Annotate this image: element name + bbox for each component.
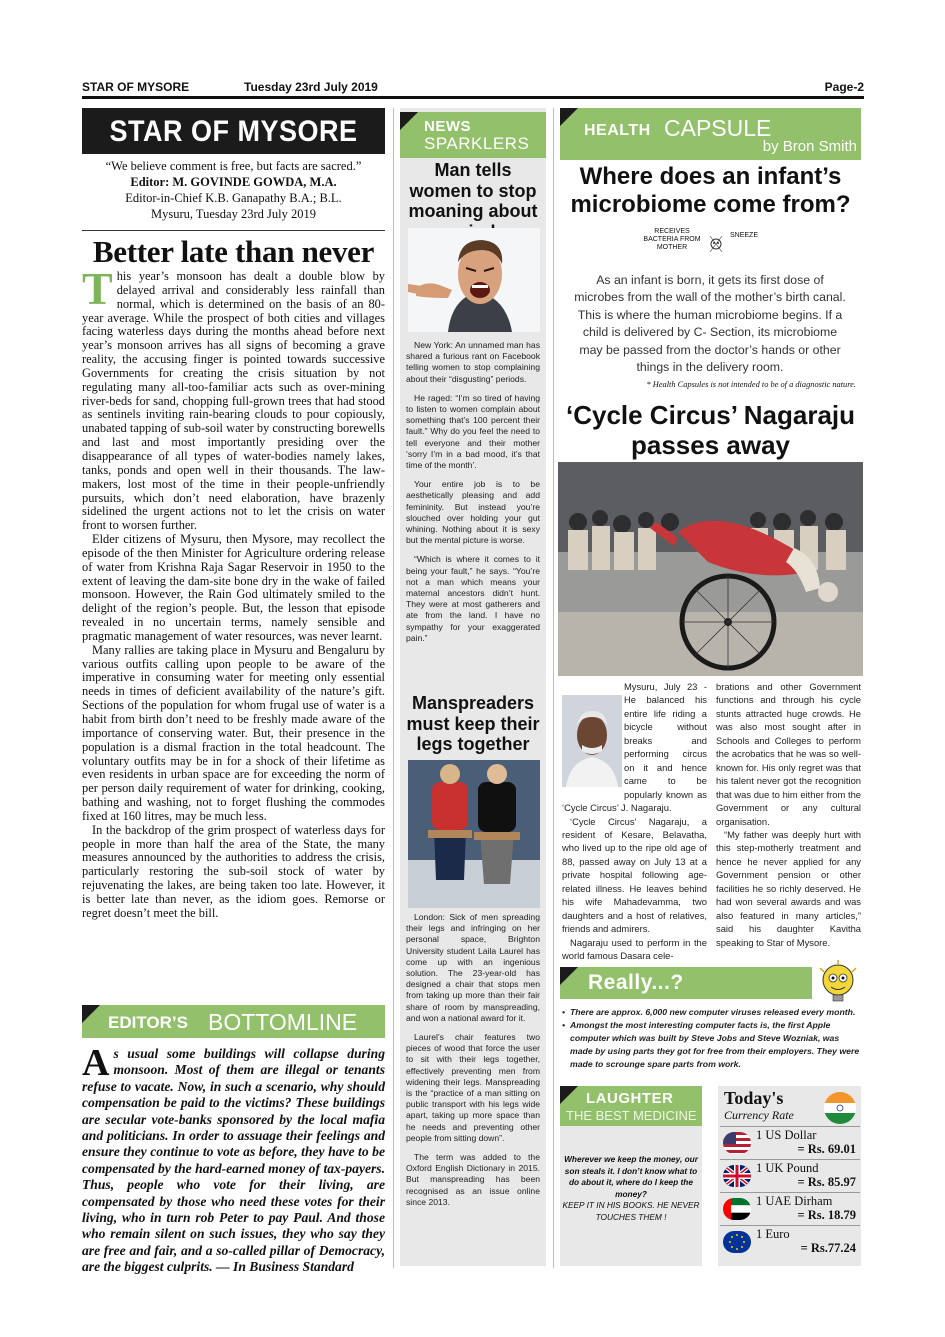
capsule-headline: Where does an infant’s microbiome come from?	[570, 163, 851, 218]
sparkler-headline-1: Man tells women to stop moaning about	[408, 160, 538, 221]
joke-answer: KEEP IT IN HIS BOOKS. HE NEVER TOUCHES THEM !	[562, 1200, 700, 1222]
manspreading-chair-photo	[408, 760, 540, 908]
circus-column-2	[716, 680, 861, 949]
capsule-label-bold: HEALTH	[584, 122, 651, 139]
circus-paragraph: “My father was deeply hurt with this step-motherly treatment and hence he never applied for any Government pension or other facilities he so richly deserved. He had won several awards and was also featured in many articles,” said his daughter Kavitha speaking to Star of Mysore.	[716, 828, 861, 948]
rate-subtitle: Currency Rate	[724, 1108, 794, 1122]
masthead-editor-in-chief: Editor-in-Chief K.B. Ganapathy B.A.; B.L.	[125, 191, 342, 205]
paper-name: STAR OF MYSORE	[82, 80, 190, 94]
editorial-paragraph: In the backdrop of the grim prospect of waterless days for people in more than half the area of the State, the many measures announced by the authorities to address the crisis, particularly restoring the sub-soil stock of water by rejuvenating the lakes, are being taken too late. However, it is better late than never, as the idiom goes. Remorse or regret doesn’t meet the bill.	[82, 822, 385, 920]
bottomline-label-light: BOTTOMLINE	[208, 1009, 358, 1035]
circus-paragraph: Mysuru, July 23 - He balanced his entire life riding a bicycle without breaks and performing circus on it and hence came to be popularly known as ‘Cycle Circus’ J. Nagaraju.	[562, 681, 707, 814]
cartoon-caption-right: SNEEZE	[730, 232, 759, 239]
cycle-circus-photo	[558, 462, 863, 676]
bulb-mascot-icon	[814, 960, 862, 1004]
masthead-editor: Editor: M. GOVINDE GOWDA, M.A.	[130, 175, 337, 189]
sparklers-label-bold: NEWS	[424, 118, 471, 135]
sparkler-paragraph: Laurel’s chair features two pieces of wood that force the user to sit with their legs together, effectively preventing men from widening their legs. Manspreading is the “practice of a man sitting on public transport with his legs wide apart, taking up more space than he needs and preventing other people from sitting down”.	[406, 1032, 540, 1143]
sparkler-paragraph: He raged: “I’m so tired of having to listen to women complain about something that’s 100 percent their fault.” Why do you feel the need to tell everyone and their mother ‘sorry I’m in a bad mood, it’s that time of the month’.	[406, 392, 540, 471]
capsule-byline: by Bron Smith	[762, 138, 857, 155]
editorial-headline: Better late than never	[92, 234, 375, 269]
angry-man-photo	[408, 228, 540, 332]
sparklers-label-light: SPARKLERS	[424, 134, 530, 153]
rate-title: Today's	[724, 1088, 784, 1108]
currency-name: 1 UK Pound	[756, 1161, 819, 1175]
corner-triangle	[560, 1086, 578, 1104]
currency-value: = Rs. 18.79	[797, 1208, 856, 1222]
sparkler-body-2	[406, 912, 540, 1216]
column-divider	[553, 108, 554, 1268]
sparkler-paragraph: The term was added to the Oxford English Dictionary in 2015. But manspreading has been recognised as an issue online since 2013.	[406, 1152, 540, 1207]
bottomline-body: As usual some buildings will collapse during monsoon. Most of them are illegal or tenants refuse to vacate. Now, in such a scenario, why should compensation be paid to the victims? These buildings are secular vote-banks sponsored by the local mafia and politicians. In order to assuage their feelings and ensure they continue to vote as before, they have to be compensated by the hard-earned money of tax-payers. Thus, people who vote for their living, are compensated by those who need these votes for their living, who in turn rob Peter to pay Paul. And those who remain silent on such issues, they who say they are free and fair, and a so-called pillar of Democracy, are the biggest culprits. — In Business Standard	[82, 1042, 385, 1275]
rate-row-usd	[720, 1126, 860, 1158]
editorial-paragraph: Many rallies are taking place in Mysuru and Bengaluru by various outfits calling upon people to be aware of the imperative in consuming water for meeting only essential needs in times of deficient availability of the nature’s gift. Sections of the population for whom frugal use of water is a habit from birth don’t need to be freshly made aware of the importance of conserving water. But, their presence in the population is a dismal fraction in the total headcount. The voluntary outfits may be in for a shock of their lifetime as even residents in urban space are for exceeding the norm of per person daily requirement of water for drinking, cooking, bathing and washing, not to forget flushing the commodes fixed at 160 litres, may be much less.	[82, 642, 385, 823]
masthead-info	[82, 158, 385, 222]
currency-value: = Rs. 85.97	[797, 1175, 856, 1189]
currency-name: 1 UAE Dirham	[756, 1194, 833, 1208]
editorial-dropcap: T	[82, 270, 113, 314]
corner-triangle	[560, 967, 578, 985]
bottomline-label-bold: EDITOR’S	[108, 1013, 188, 1032]
eu-flag-icon	[723, 1231, 751, 1253]
sparkler-paragraph: London: Sick of men spreading their legs and infringing on her personal space, Brighton University student Laila Laurel has come up with an ingenious solution. The 23-year-old has designed a chair that stops men from taking up more than their fair share of room by manspreading, and won a national award for it.	[406, 912, 540, 1023]
laughter-label-bold: LAUGHTER	[586, 1090, 674, 1107]
fact-item: • Amongst the most interesting computer facts is, the first Apple computer which was built by Steve Jobs and Steve Wozniak, was made by using parts they got for free from their employers. They were made to scrounge spare parts from work.	[562, 1019, 862, 1071]
corner-triangle	[82, 1005, 100, 1023]
editorial-paragraph: Elder citizens of Mysuru, then Mysore, may recollect the episode of the then Minister for Agriculture ordering release of water from Krishna Raja Sagar Reservoir in 1950 to the extent of leaving the dam-site bone dry in the wake of failed monsoon. However, the Rain God ultimately smiled to the delight of the region’s people. But, the lesson that episode revealed in no uncertain terms, namely sensible and pragmatic management of water resources, was never learnt.	[82, 532, 385, 643]
really-label: Really...?	[588, 971, 684, 994]
joke-question: Wherever we keep the money, our son steals it. I don’t know what to do about it, where do I keep the money?	[564, 1154, 698, 1199]
fact-item: • There are approx. 6,000 new computer viruses released every month.	[562, 1006, 862, 1019]
really-facts	[562, 1006, 862, 1071]
masthead-logo: STAR OF MYSORE	[82, 108, 385, 154]
circus-paragraph: brations and other Government functions and through his cycle stunts attracted huge crowds. He was also most sought after in Schools and Colleges to perform the acrobatics that he was so well-known for. His only regret was that his talent never got the recognition that was due to him either from the Government or any cultural organisation.	[716, 681, 861, 827]
sparklers-section-bar	[400, 112, 546, 158]
capsule-label-light: CAPSULE	[664, 115, 772, 141]
corner-triangle	[400, 112, 418, 130]
page-header	[82, 80, 864, 96]
issue-date: Tuesday 23rd July 2019	[244, 80, 378, 94]
sparkler-headline-2: Manspreaders must keep their legs together	[406, 693, 540, 754]
circus-headline: ‘Cycle Circus’ Nagaraju passes away	[565, 400, 856, 460]
bottomline-dropcap: A	[82, 1042, 110, 1084]
header-rule	[82, 96, 864, 99]
sparkler-body-1	[406, 340, 540, 652]
currency-value: = Rs.77.24	[800, 1241, 856, 1255]
sparkler-paragraph: “Which is where it comes to it being your fault,” he says. “You’re not a man which means your maternal ancestors didn’t hunt. They were at most gatherers and ate from the land. I have no sympathy for your exaggerated pain.”	[406, 554, 540, 643]
rate-row-gbp	[720, 1159, 860, 1191]
uae-flag-icon	[723, 1198, 751, 1220]
corner-triangle	[560, 108, 578, 126]
divider	[82, 230, 385, 231]
masthead-quote: “We believe comment is free, but facts are sacred.”	[105, 159, 362, 173]
bottomline-section-bar	[82, 1005, 385, 1038]
sparkler-paragraph: Your entire job is to be aesthetically pleasing and add femininity. But instead you’re slouched over holding your gut whining. Nothing about it is sexy but the mental picture is worse.	[406, 479, 540, 546]
circus-paragraph: ‘Cycle Circus’ Nagaraju, a resident of Kesare, Belavatha, who lived up to the ripe old age of 88, passed away on July 13 at a private hospital following age-related illness. He leaves behind his wife Mahadevamma, two daughters and a host of relatives, friends and admirers.	[562, 815, 707, 935]
rate-row-eur	[720, 1225, 860, 1257]
really-section-bar	[560, 967, 812, 999]
uk-flag-icon	[723, 1165, 751, 1187]
capsule-section-bar	[560, 108, 861, 160]
editorial-paragraph: This year’s monsoon has dealt a double blow by delayed arrival and considerably less rainfall than normal, which is determined on the basis of an 80-year average. While the prospect of both cities and villages facing waterless days during the months ahead before next year’s monsoon arrives has all signs of becoming a grave reality, the accusing finger is pointed towards successive Governments for creating the crisis situation by not regulating many all-too-familiar acts such as over-mining river-beds for sand, chopping full-grown trees that had stood as sentinels inviting rain-bearing clouds to pour copiously, unabated tapping of sub-soil water by constructing borewells and last and most importantly presiding over the disappearance of all types of water-bodies namely lakes, tanks, ponds and open well in their thousands. The law-makers, lost most of the time in their people-unfriendly pursuits, which don’t need elaboration, have brazenly sidelined the urgent actions not to let the crisis on water front to worsen further.	[82, 270, 385, 533]
laughter-label-light: THE BEST MEDICINE	[566, 1108, 697, 1123]
cartoon-caption-left: RECEIVES BACTERIA FROM MOTHER	[643, 228, 701, 251]
capsule-disclaimer: * Health Capsules is not intended to be of a diagnostic nature.	[646, 380, 856, 389]
masthead-dateline: Mysuru, Tuesday 23rd July 2019	[151, 207, 316, 221]
page-number: Page-2	[824, 80, 864, 94]
circus-paragraph: Nagaraju used to perform in the world famous Dasara cele-	[562, 936, 707, 962]
portrait-spacer	[562, 680, 624, 790]
currency-name: 1 Euro	[756, 1227, 790, 1241]
currency-name: 1 US Dollar	[756, 1128, 817, 1142]
india-flag-icon	[824, 1092, 856, 1124]
rate-row-aed	[720, 1192, 860, 1224]
circus-column-1	[562, 680, 707, 963]
usa-flag-icon	[723, 1132, 751, 1154]
joke	[562, 1154, 700, 1223]
sparkler-paragraph: New York: An unnamed man has shared a furious rant on Facebook telling women to stop complaining about their “disgusting” periods.	[406, 340, 540, 384]
editorial-body	[82, 270, 385, 990]
column-divider	[393, 108, 394, 1268]
laughter-section-bar	[560, 1086, 702, 1126]
capsule-body: As an infant is born, it gets its first dose of microbes from the wall of the mother’s birth canal. This is where the human microbiome begins. If a child is delivered by C- Section, its microbiome may be passed from the doctor’s hands or other things in the delivery room.	[574, 273, 846, 375]
microbiome-cartoon	[640, 226, 780, 264]
currency-value: = Rs. 69.01	[797, 1142, 856, 1156]
